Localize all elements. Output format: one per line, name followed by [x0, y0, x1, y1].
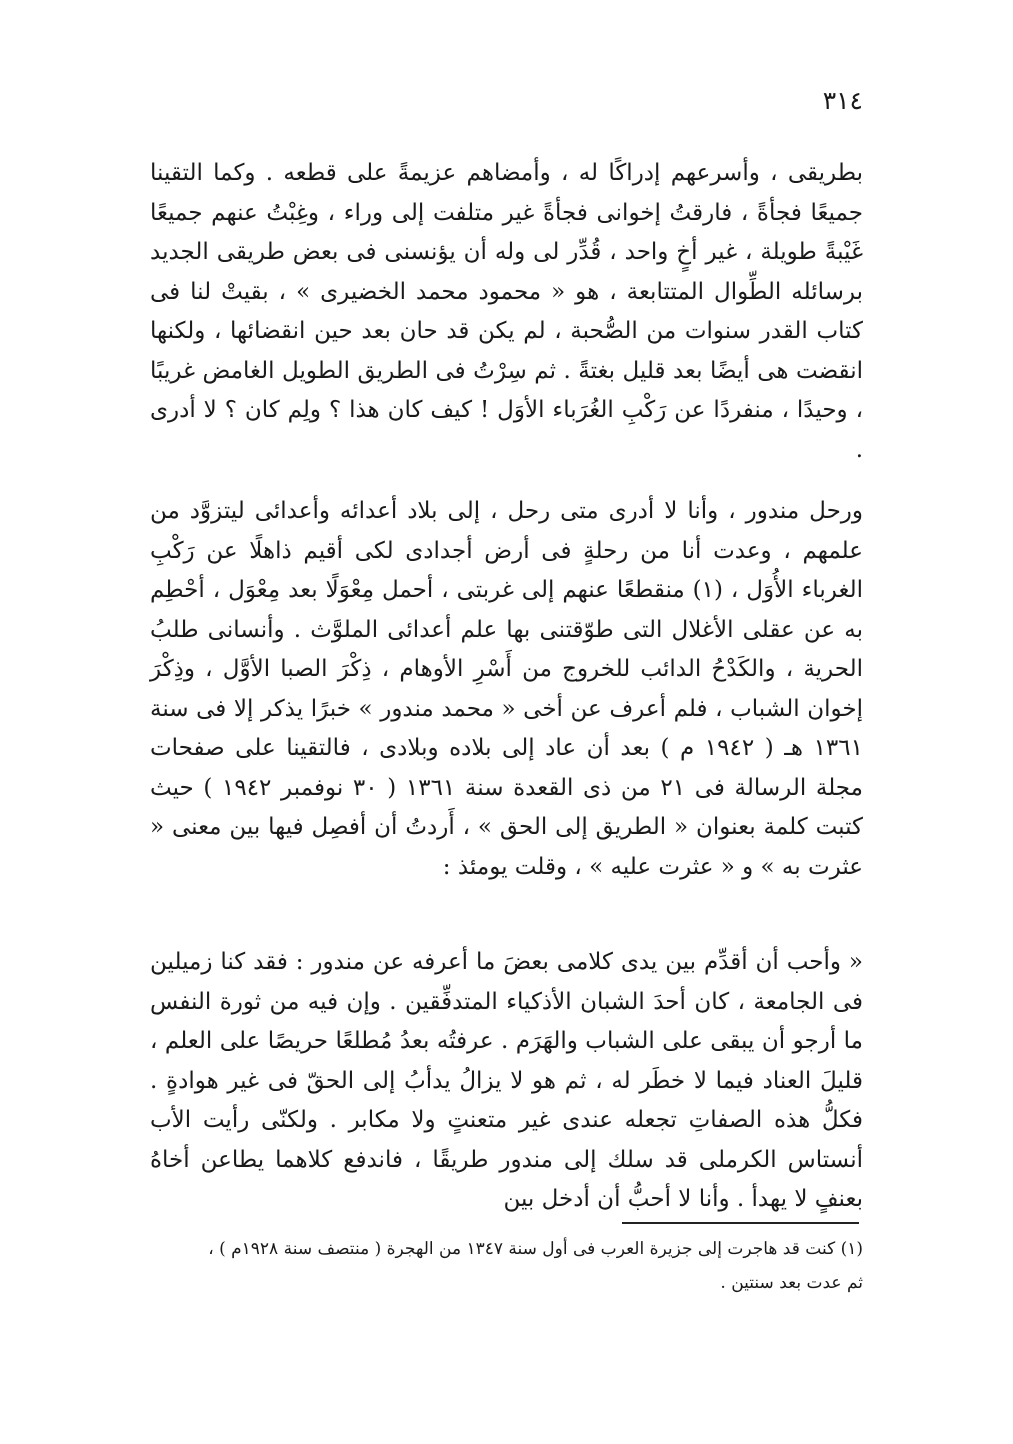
page-number: ٣١٤ [822, 86, 863, 115]
paragraph-1 [150, 154, 863, 470]
paragraph-text: ورحل مندور ، وأنا لا أدرى متى رحل ، إلى بلاد أعدائه وأعدائى ليتزوَّد من علمهم ، وعدت أنا من رحلةٍ فى أرض أجدادى لكى أقيم ذاهلًا عن رَكْبِ الغرباء الأُوَل ، (١) منقطعًا عنهم إلى غربتى ، أحمل مِعْوَلًا بعد مِعْوَل ، أحْطِم به عن عقلى الأغلال التى طوّقتنى بها علم أعدائى الملوَّث . وأنسانى طلبُ الحرية ، والكَدْحُ الدائب للخروج من أَسْرِ الأوهام ، ذِكْرَ الصبا الأوَّل ، وذِكْرَ إخوان الشباب ، فلم أعرف عن أخى « محمد مندور » خبرًا يذكر إلا فى سنة ١٣٦١ هـ ( ١٩٤٢ م ) بعد أن عاد إلى بلاده وبلادى ، فالتقينا على صفحات مجلة الرسالة فى ٢١ من ذى القعدة سنة ١٣٦١ ( ٣٠ نوفمبر ١٩٤٢ ) حيث كتبت كلمة بعنوان « الطريق إلى الحق » ، أَردتُ أن أفصِل فيها بين معنى « عثرت به » و « عثرت عليه » ، وقلت يومئذ : [150, 498, 863, 880]
footnote-line-1: (١) كنت قد هاجرت إلى جزيرة العرب فى أول سنة ١٣٤٧ من الهجرة ( منتصف سنة ١٩٢٨م ) ، [208, 1239, 863, 1259]
paragraph-3 [150, 943, 863, 1220]
paragraph-2 [150, 492, 863, 887]
paragraph-text: بطريقى ، وأسرعهم إدراكًا له ، وأمضاهم عزيمةً على قطعه . وكما التقينا جميعًا فجأةً ، فارقتُ إخوانى فجأةً غير متلفت إلى وراء ، وغِبْتُ عنهم جميعًا غَيْبةً طويلة ، غير أخٍ واحد ، قُدِّر لى وله أن يؤنسنى فى بعض طريقى الجديد برسائله الطِّوال المتتابعة ، هو « محمود محمد الخضيرى » ، بقيتْ لنا فى كتاب القدر سنوات من الصُّحبة ، لم يكن قد حان بعد حين انقضائها ، ولكنها انقضت هى أيضًا بعد قليل بغتةً . ثم سِرْتُ فى الطريق الطويل الغامض غريبًا ، وحيدًا ، منفردًا عن رَكْبِ الغُرَباء الأوَل ! كيف كان هذا ؟ ولِم كان ؟ لا أدرى . [150, 160, 863, 463]
paragraph-text: « وأحب أن أقدِّم بين يدى كلامى بعضَ ما أعرفه عن مندور : فقد كنا زميلين فى الجامعة ، كان أحدَ الشبان الأذكياء المتدفِّقين . وإن فيه من ثورة النفس ما أرجو أن يبقى على الشباب والهَرَم . عرفتُه بعدُ مُطلعًا حريصًا على العلم ، قليلَ العناد فيما لا خطَر له ، ثم هو لا يزالُ يدأبُ إلى الحقّ فى غير هوادةٍ . فكلُّ هذه الصفاتِ تجعله عندى غير متعنتٍ ولا مكابر . ولكنّى رأيت الأب أنستاس الكرملى قد سلك إلى مندور طريقًا ، فاندفع كلاهما يطاعن أخاهُ بعنفٍ لا يهدأ . وأنا لا أحبُّ أن أدخل بين [150, 949, 863, 1212]
footnote [150, 1232, 863, 1300]
footnote-line-2: ثم عدت بعد سنتين . [720, 1273, 863, 1293]
footnote-divider [622, 1222, 859, 1224]
